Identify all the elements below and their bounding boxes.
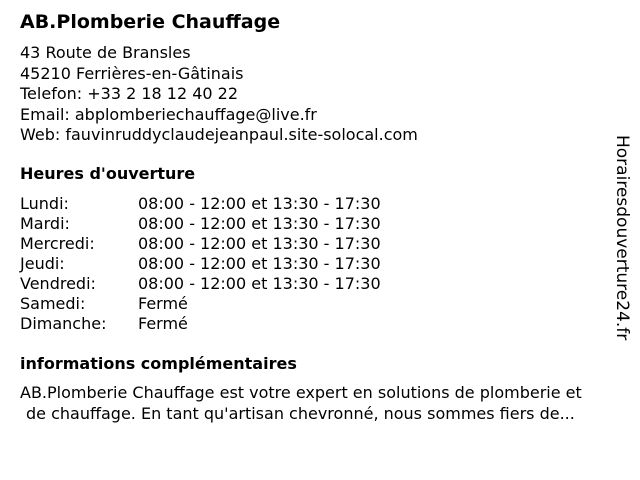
day-label: Mardi: (20, 214, 70, 233)
address-city: 45210 Ferrières-en-Gâtinais (20, 63, 244, 83)
day-hours: Fermé (138, 294, 188, 313)
day-hours: Fermé (138, 314, 188, 333)
business-name: AB.Plomberie Chauffage (20, 11, 281, 33)
day-label: Lundi: (20, 194, 69, 213)
address-street: 43 Route de Bransles (20, 43, 191, 62)
day-hours: 08:00 - 12:00 et 13:30 - 17:30 (138, 194, 381, 213)
additional-info-heading: informations complémentaires (20, 354, 297, 373)
day-label: Mercredi: (20, 234, 95, 253)
opening-hours-heading: Heures d'ouverture (20, 164, 196, 183)
day-label: Vendredi: (20, 274, 96, 293)
description-line: de chauffage. En tant qu'artisan chevronné, nous sommes fiers de... (26, 403, 575, 423)
business-description (20, 383, 640, 424)
email-address: Email: abplomberiechauffage@live.fr (20, 104, 317, 124)
description-line: AB.Plomberie Chauffage est votre expert en solutions de plomberie et (20, 383, 582, 402)
day-hours: 08:00 - 12:00 et 13:30 - 17:30 (138, 234, 381, 253)
website-address: Web: fauvinruddyclaudejeanpaul.site-solocal.com (20, 125, 418, 144)
phone-number: Telefon: +33 2 18 12 40 22 (20, 84, 239, 103)
day-hours: 08:00 - 12:00 et 13:30 - 17:30 (138, 274, 381, 293)
day-label: Dimanche: (20, 314, 107, 333)
day-label: Jeudi: (20, 254, 65, 273)
day-hours: 08:00 - 12:00 et 13:30 - 17:30 (138, 254, 381, 273)
contact-block (20, 43, 418, 146)
day-hours: 08:00 - 12:00 et 13:30 - 17:30 (138, 214, 381, 233)
site-watermark: Horairesdouverture24.fr (612, 135, 632, 341)
day-label: Samedi: (20, 294, 86, 313)
